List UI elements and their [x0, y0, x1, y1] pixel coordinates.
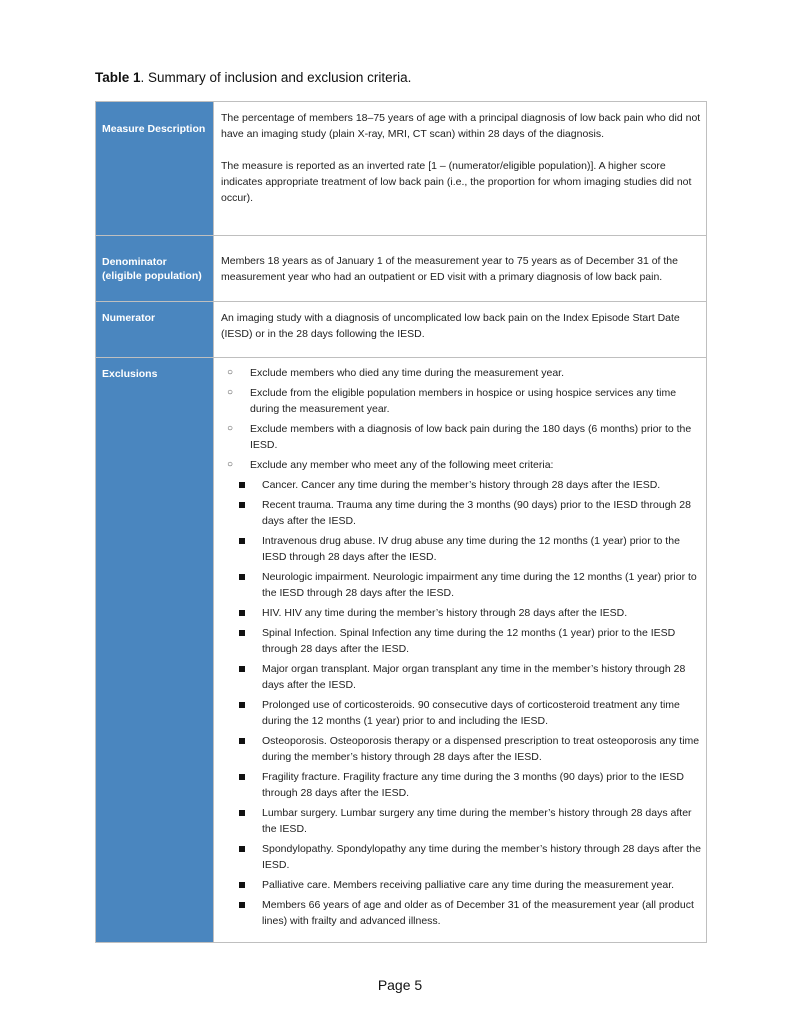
exclusion-text: Exclude any member who meet any of the following meet criteria: [250, 459, 554, 471]
measure-description-label: Measure Description [96, 102, 214, 236]
table-caption-text: . Summary of inclusion and exclusion criteria. [140, 70, 412, 85]
list-item [221, 697, 702, 729]
square-bullet-icon [239, 482, 245, 488]
list-item [221, 769, 702, 801]
square-bullet-icon [239, 610, 245, 616]
square-bullet-icon [239, 702, 245, 708]
hollow-circle-bullet-icon: ○ [227, 367, 234, 378]
denominator-label: Denominator (eligible population) [96, 236, 214, 302]
criterion-text: Recent trauma. Trauma any time during the 3 months (90 days) prior to the IESD through 28 days after the IESD. [262, 499, 691, 527]
list-item [221, 385, 702, 417]
page-number: Page 5 [377, 977, 423, 993]
hollow-circle-bullet-icon: ○ [227, 423, 234, 434]
list-item [221, 805, 702, 837]
square-bullet-icon [239, 882, 245, 888]
criterion-text: Palliative care. Members receiving palliative care any time during the measurement year. [262, 879, 675, 891]
exclusions-label: Exclusions [96, 358, 214, 943]
list-item [221, 421, 702, 453]
square-bullet-icon [239, 738, 245, 744]
criterion-text: Spinal Infection. Spinal Infection any time during the 12 months (1 year) prior to the IESD through 28 days after the IESD. [262, 627, 676, 655]
list-item [221, 733, 702, 765]
list-item [221, 897, 702, 929]
square-bullet-icon [239, 630, 245, 636]
square-bullet-icon [239, 538, 245, 544]
square-bullet-icon [239, 574, 245, 580]
list-item [221, 605, 702, 621]
criteria-list [221, 477, 702, 929]
criterion-text: Intravenous drug abuse. IV drug abuse any time during the 12 months (1 year) prior to the IESD through 28 days after the IESD. [262, 535, 680, 563]
table-row-exclusions [96, 358, 707, 943]
square-bullet-icon [239, 774, 245, 780]
table-row-measure-description [96, 102, 707, 236]
criterion-text: Cancer. Cancer any time during the member’s history through 28 days after the IESD. [262, 479, 661, 491]
list-item [221, 477, 702, 493]
table-row-denominator [96, 236, 707, 302]
list-item [221, 625, 702, 657]
denominator-text: Members 18 years as of January 1 of the measurement year to 75 years as of December 31 of the measurement year who had an outpatient or ED visit with a primary diagnosis of low back pain. [214, 236, 707, 302]
square-bullet-icon [239, 666, 245, 672]
table-caption [95, 70, 411, 85]
criterion-text: Fragility fracture. Fragility fracture any time during the 3 months (90 days) prior to the IESD through 28 days after the IESD. [262, 771, 684, 799]
exclusion-text: Exclude members with a diagnosis of low back pain during the 180 days (6 months) prior to the IESD. [250, 423, 692, 451]
list-item [221, 569, 702, 601]
numerator-text: An imaging study with a diagnosis of uncomplicated low back pain on the Index Episode Start Date (IESD) or in the 28 days following the IESD. [214, 302, 707, 358]
exclusions-content [214, 358, 707, 943]
table-caption-label: Table 1 [95, 70, 141, 85]
list-item [221, 457, 702, 929]
criterion-text: Lumbar surgery. Lumbar surgery any time during the member’s history through 28 days after the IESD. [262, 807, 692, 835]
criterion-text: Osteoporosis. Osteoporosis therapy or a dispensed prescription to treat osteoporosis any time during the member’s history through 28 days after the IESD. [262, 735, 700, 763]
measure-description-content [214, 102, 707, 236]
square-bullet-icon [239, 846, 245, 852]
exclusion-text: Exclude from the eligible population members in hospice or using hospice services any time during the measurement year. [250, 387, 677, 415]
measure-description-paragraph-1: The percentage of members 18–75 years of age with a principal diagnosis of low back pain who did not have an imaging study (plain X-ray, MRI, CT scan) within 28 days of the diagnosis. [221, 112, 701, 140]
measure-description-paragraph-2: The measure is reported as an inverted rate [1 – (numerator/eligible population)]. A higher score indicates appropriate treatment of low back pain (i.e., the proportion for whom imaging studies did not occur). [221, 160, 692, 204]
square-bullet-icon [239, 502, 245, 508]
criterion-text: Prolonged use of corticosteroids. 90 consecutive days of corticosteroid treatment any time during the 12 months (1 year) prior to and including the IESD. [262, 699, 680, 727]
square-bullet-icon [239, 902, 245, 908]
exclusion-text: Exclude members who died any time during the measurement year. [250, 367, 564, 379]
criterion-text: Members 66 years of age and older as of December 31 of the measurement year (all product lines) with frailty and advanced illness. [262, 899, 694, 927]
list-item [221, 877, 702, 893]
hollow-circle-bullet-icon: ○ [227, 387, 234, 398]
list-item [221, 497, 702, 529]
table-row-numerator [96, 302, 707, 358]
list-item [221, 365, 702, 381]
criterion-text: Neurologic impairment. Neurologic impairment any time during the 12 months (1 year) prior to the IESD through 28 days after the IESD. [262, 571, 697, 599]
criterion-text: HIV. HIV any time during the member’s history through 28 days after the IESD. [262, 607, 628, 619]
list-item [221, 841, 702, 873]
exclusions-list [221, 365, 702, 929]
criteria-table [95, 101, 707, 943]
criterion-text: Major organ transplant. Major organ transplant any time in the member’s history through 28 days after the IESD. [262, 663, 686, 691]
hollow-circle-bullet-icon: ○ [227, 459, 234, 470]
list-item [221, 661, 702, 693]
criterion-text: Spondylopathy. Spondylopathy any time during the member’s history through 28 days after the IESD. [262, 843, 701, 871]
list-item [221, 533, 702, 565]
square-bullet-icon [239, 810, 245, 816]
numerator-label: Numerator [96, 302, 214, 358]
